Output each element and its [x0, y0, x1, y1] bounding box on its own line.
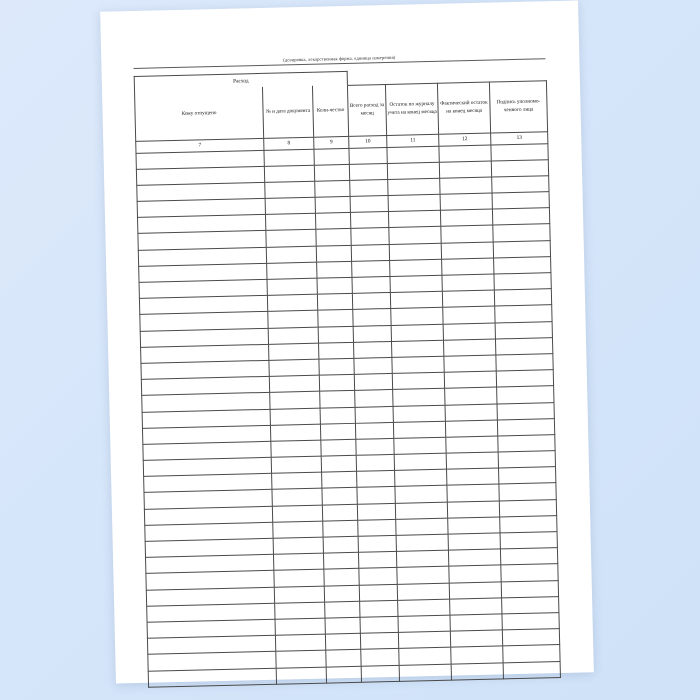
table-cell: [273, 553, 323, 570]
table-cell: [320, 391, 355, 408]
table-cell: [439, 145, 491, 162]
table-cell: [315, 213, 350, 230]
table-cell: [315, 180, 350, 197]
table-cell: [360, 616, 398, 633]
table-cell: [388, 194, 440, 211]
table-cell: [502, 629, 559, 647]
table-cell: [392, 340, 444, 357]
table-cell: [393, 389, 445, 406]
column-header-8: № и дата документа: [262, 86, 313, 138]
table-cell: [269, 343, 319, 360]
table-cell: [273, 521, 323, 538]
caption-rule-right: [517, 49, 545, 60]
table-cell: [445, 420, 497, 437]
table-cell: [492, 176, 549, 194]
table-cell: [326, 650, 361, 667]
table-cell: [354, 357, 392, 374]
table-cell: [276, 650, 326, 667]
table-cell: [360, 632, 398, 649]
table-cell: [351, 228, 389, 245]
table-cell: [450, 598, 502, 615]
table-cell: [494, 289, 551, 307]
document-sheet: [100, 0, 594, 683]
table-cell: [266, 230, 316, 247]
table-cell: [495, 337, 552, 355]
table-cell: [269, 359, 319, 376]
table-cell: [350, 179, 388, 196]
table-cell: [322, 504, 357, 521]
table-cell: [450, 614, 502, 631]
column-header-7: Кому отпущено: [135, 87, 264, 141]
table-cell: [392, 356, 444, 373]
table-cell: [498, 435, 555, 453]
table-cell: [275, 634, 325, 651]
table-cell: [492, 192, 549, 210]
column-header-13: Подпись уполномо-ченного лица: [489, 80, 547, 132]
table-cell: [392, 372, 444, 389]
column-number-7: 7: [136, 138, 264, 153]
table-cell: [360, 600, 398, 617]
table-cell: [318, 326, 353, 343]
table-cell: [265, 213, 315, 230]
table-cell: [355, 406, 393, 423]
table-cell: [497, 418, 554, 436]
table-cell: [273, 537, 323, 554]
table-cell: [264, 149, 314, 166]
table-cell: [494, 273, 551, 291]
table-cell: [440, 209, 492, 226]
table-cell: [445, 403, 497, 420]
table-cell: [275, 602, 325, 619]
table-cell: [316, 245, 351, 262]
table-cell: [361, 665, 399, 682]
table-cell: [399, 647, 451, 664]
table-cell: [271, 456, 321, 473]
group-header-spacer-11: [385, 69, 437, 84]
table-cell: [357, 487, 395, 504]
table-cell: [446, 452, 498, 469]
table-cell: [499, 483, 556, 501]
column-number-13: 13: [491, 131, 548, 144]
table-cell: [358, 535, 396, 552]
table-cell: [389, 243, 441, 260]
table-cell: [395, 469, 447, 486]
table-cell: [317, 294, 352, 311]
table-cell: [316, 229, 351, 246]
table-cell: [355, 422, 393, 439]
table-cell: [396, 550, 448, 567]
table-cell: [442, 274, 494, 291]
table-cell: [495, 321, 552, 339]
table-cell: [444, 355, 496, 372]
table-cell: [317, 277, 352, 294]
table-cell: [267, 262, 317, 279]
table-cell: [320, 423, 355, 440]
table-cell: [495, 305, 552, 323]
table-cell: [444, 339, 496, 356]
table-cell: [398, 631, 450, 648]
table-cell: [451, 646, 503, 663]
table-cell: [323, 552, 358, 569]
table-cell: [148, 668, 276, 687]
table-cell: [266, 246, 316, 263]
table-cell: [322, 472, 357, 489]
table-cell: [275, 618, 325, 635]
table-cell: [272, 505, 322, 522]
table-cell: [324, 569, 359, 586]
table-cell: [391, 324, 443, 341]
table-cell: [499, 467, 556, 485]
table-cell: [388, 178, 440, 195]
table-cell: [390, 259, 442, 276]
table-cell: [493, 240, 550, 258]
table-cell: [272, 472, 322, 489]
table-cell: [387, 162, 439, 179]
table-cell: [324, 585, 359, 602]
table-cell: [501, 580, 558, 598]
table-cell: [359, 584, 397, 601]
form-caption: [133, 45, 545, 69]
table-cell: [502, 613, 559, 631]
table-cell: [391, 308, 443, 325]
table-cell: [497, 402, 554, 420]
table-cell: [323, 536, 358, 553]
table-cell: [321, 439, 356, 456]
table-cell: [500, 548, 557, 566]
table-cell: [447, 468, 499, 485]
table-cell: [355, 390, 393, 407]
table-cell: [353, 325, 391, 342]
table-cell: [271, 440, 321, 457]
table-cell: [349, 163, 387, 180]
table-cell: [349, 147, 387, 164]
table-cell: [500, 515, 557, 533]
table-cell: [265, 181, 315, 198]
table-cell: [325, 617, 360, 634]
table-cell: [440, 177, 492, 194]
table-cell: [352, 293, 390, 310]
table-cell: [447, 484, 499, 501]
table-body: [136, 143, 561, 687]
table-cell: [352, 276, 390, 293]
table-cell: [491, 143, 548, 161]
table-cell: [268, 327, 318, 344]
table-cell: [447, 501, 499, 518]
table-cell: [500, 532, 557, 550]
column-header-11: Остаток по журналу учета на конец месяца: [385, 83, 438, 135]
table-cell: [393, 421, 445, 438]
table-cell: [317, 261, 352, 278]
table-cell: [395, 502, 447, 519]
table-cell: [503, 645, 560, 663]
table-cell: [396, 534, 448, 551]
table-cell: [390, 275, 442, 292]
table-cell: [449, 581, 501, 598]
table-cell: [269, 375, 319, 392]
table-cell: [351, 244, 389, 261]
table-cell: [323, 520, 358, 537]
table-cell: [353, 309, 391, 326]
table-cell: [442, 290, 494, 307]
table-cell: [274, 569, 324, 586]
table-cell: [394, 437, 446, 454]
table-cell: [443, 323, 495, 340]
column-number-9: 9: [314, 136, 349, 149]
table-cell: [270, 391, 320, 408]
table-cell: [352, 260, 390, 277]
column-number-8: 8: [264, 137, 314, 150]
table-cell: [448, 533, 500, 550]
table-cell: [319, 342, 354, 359]
table-cell: [356, 438, 394, 455]
column-header-12: Фактический остаток на конец месяца: [437, 82, 490, 134]
table-cell: [319, 358, 354, 375]
table-cell: [267, 278, 317, 295]
table-cell: [268, 311, 318, 328]
table-cell: [354, 374, 392, 391]
group-header-spacer-13: [489, 67, 546, 82]
table-cell: [321, 455, 356, 472]
table-cell: [497, 386, 554, 404]
table-cell: [393, 405, 445, 422]
table-cell: [320, 407, 355, 424]
table-cell: [449, 565, 501, 582]
table-cell: [492, 208, 549, 226]
table-cell: [267, 294, 317, 311]
table-cell: [276, 667, 326, 684]
table-cell: [493, 224, 550, 242]
table-cell: [325, 601, 360, 618]
table-cell: [443, 306, 495, 323]
table-cell: [322, 488, 357, 505]
table-cell: [501, 564, 558, 582]
table-cell: [387, 146, 439, 163]
table-cell: [398, 615, 450, 632]
table-cell: [397, 583, 449, 600]
column-number-11: 11: [387, 134, 439, 147]
table-cell: [315, 196, 350, 213]
table-cell: [388, 211, 440, 228]
table-cell: [439, 161, 491, 178]
table-cell: [445, 387, 497, 404]
table-cell: [442, 258, 494, 275]
table-cell: [265, 197, 315, 214]
table-cell: [451, 662, 503, 679]
table-cell: [361, 649, 399, 666]
table-cell: [350, 196, 388, 213]
table-cell: [264, 165, 314, 182]
table-cell: [272, 489, 322, 506]
column-header-9: Коли-чество: [312, 85, 348, 137]
table-cell: [314, 148, 349, 165]
table-cell: [494, 256, 551, 274]
table-cell: [326, 666, 361, 683]
table-cell: [440, 193, 492, 210]
table-cell: [448, 549, 500, 566]
table-cell: [357, 471, 395, 488]
table-cell: [503, 661, 560, 679]
table-cell: [444, 371, 496, 388]
table-cell: [359, 568, 397, 585]
table-cell: [354, 341, 392, 358]
table-cell: [499, 499, 556, 517]
caption-rule-left: [133, 58, 161, 69]
table-cell: [450, 630, 502, 647]
table-cell: [274, 586, 324, 603]
table-cell: [318, 310, 353, 327]
table-cell: [390, 291, 442, 308]
table-cell: [491, 159, 548, 177]
caption-text: (дозировка, лекарственная форма, единица измерения): [161, 52, 517, 68]
column-header-10: Всего расход за месяц: [347, 84, 386, 136]
group-header-spacer-10: [347, 71, 385, 85]
table-cell: [496, 354, 553, 372]
table-cell: [496, 370, 553, 388]
table-cell: [389, 227, 441, 244]
table-cell: [502, 596, 559, 614]
group-header-rashod: Расход: [134, 71, 347, 90]
table-cell: [358, 519, 396, 536]
table-cell: [397, 567, 449, 584]
table-cell: [319, 374, 354, 391]
table-cell: [350, 212, 388, 229]
column-number-10: 10: [349, 135, 387, 148]
column-number-12: 12: [439, 133, 491, 146]
table-cell: [398, 599, 450, 616]
table-cell: [270, 424, 320, 441]
table-cell: [441, 242, 493, 259]
group-header-spacer-12: [437, 68, 489, 83]
table-cell: [399, 664, 451, 681]
table-cell: [356, 454, 394, 471]
table-cell: [395, 486, 447, 503]
table-cell: [441, 225, 493, 242]
page-content: [133, 45, 560, 687]
table-cell: [446, 436, 498, 453]
table-cell: [314, 164, 349, 181]
table-cell: [448, 517, 500, 534]
table-cell: [270, 408, 320, 425]
table-cell: [498, 451, 555, 469]
table-header: [134, 67, 548, 153]
table-cell: [325, 633, 360, 650]
table-cell: [394, 453, 446, 470]
journal-table: [134, 66, 561, 687]
table-cell: [396, 518, 448, 535]
table-cell: [358, 552, 396, 569]
table-cell: [357, 503, 395, 520]
